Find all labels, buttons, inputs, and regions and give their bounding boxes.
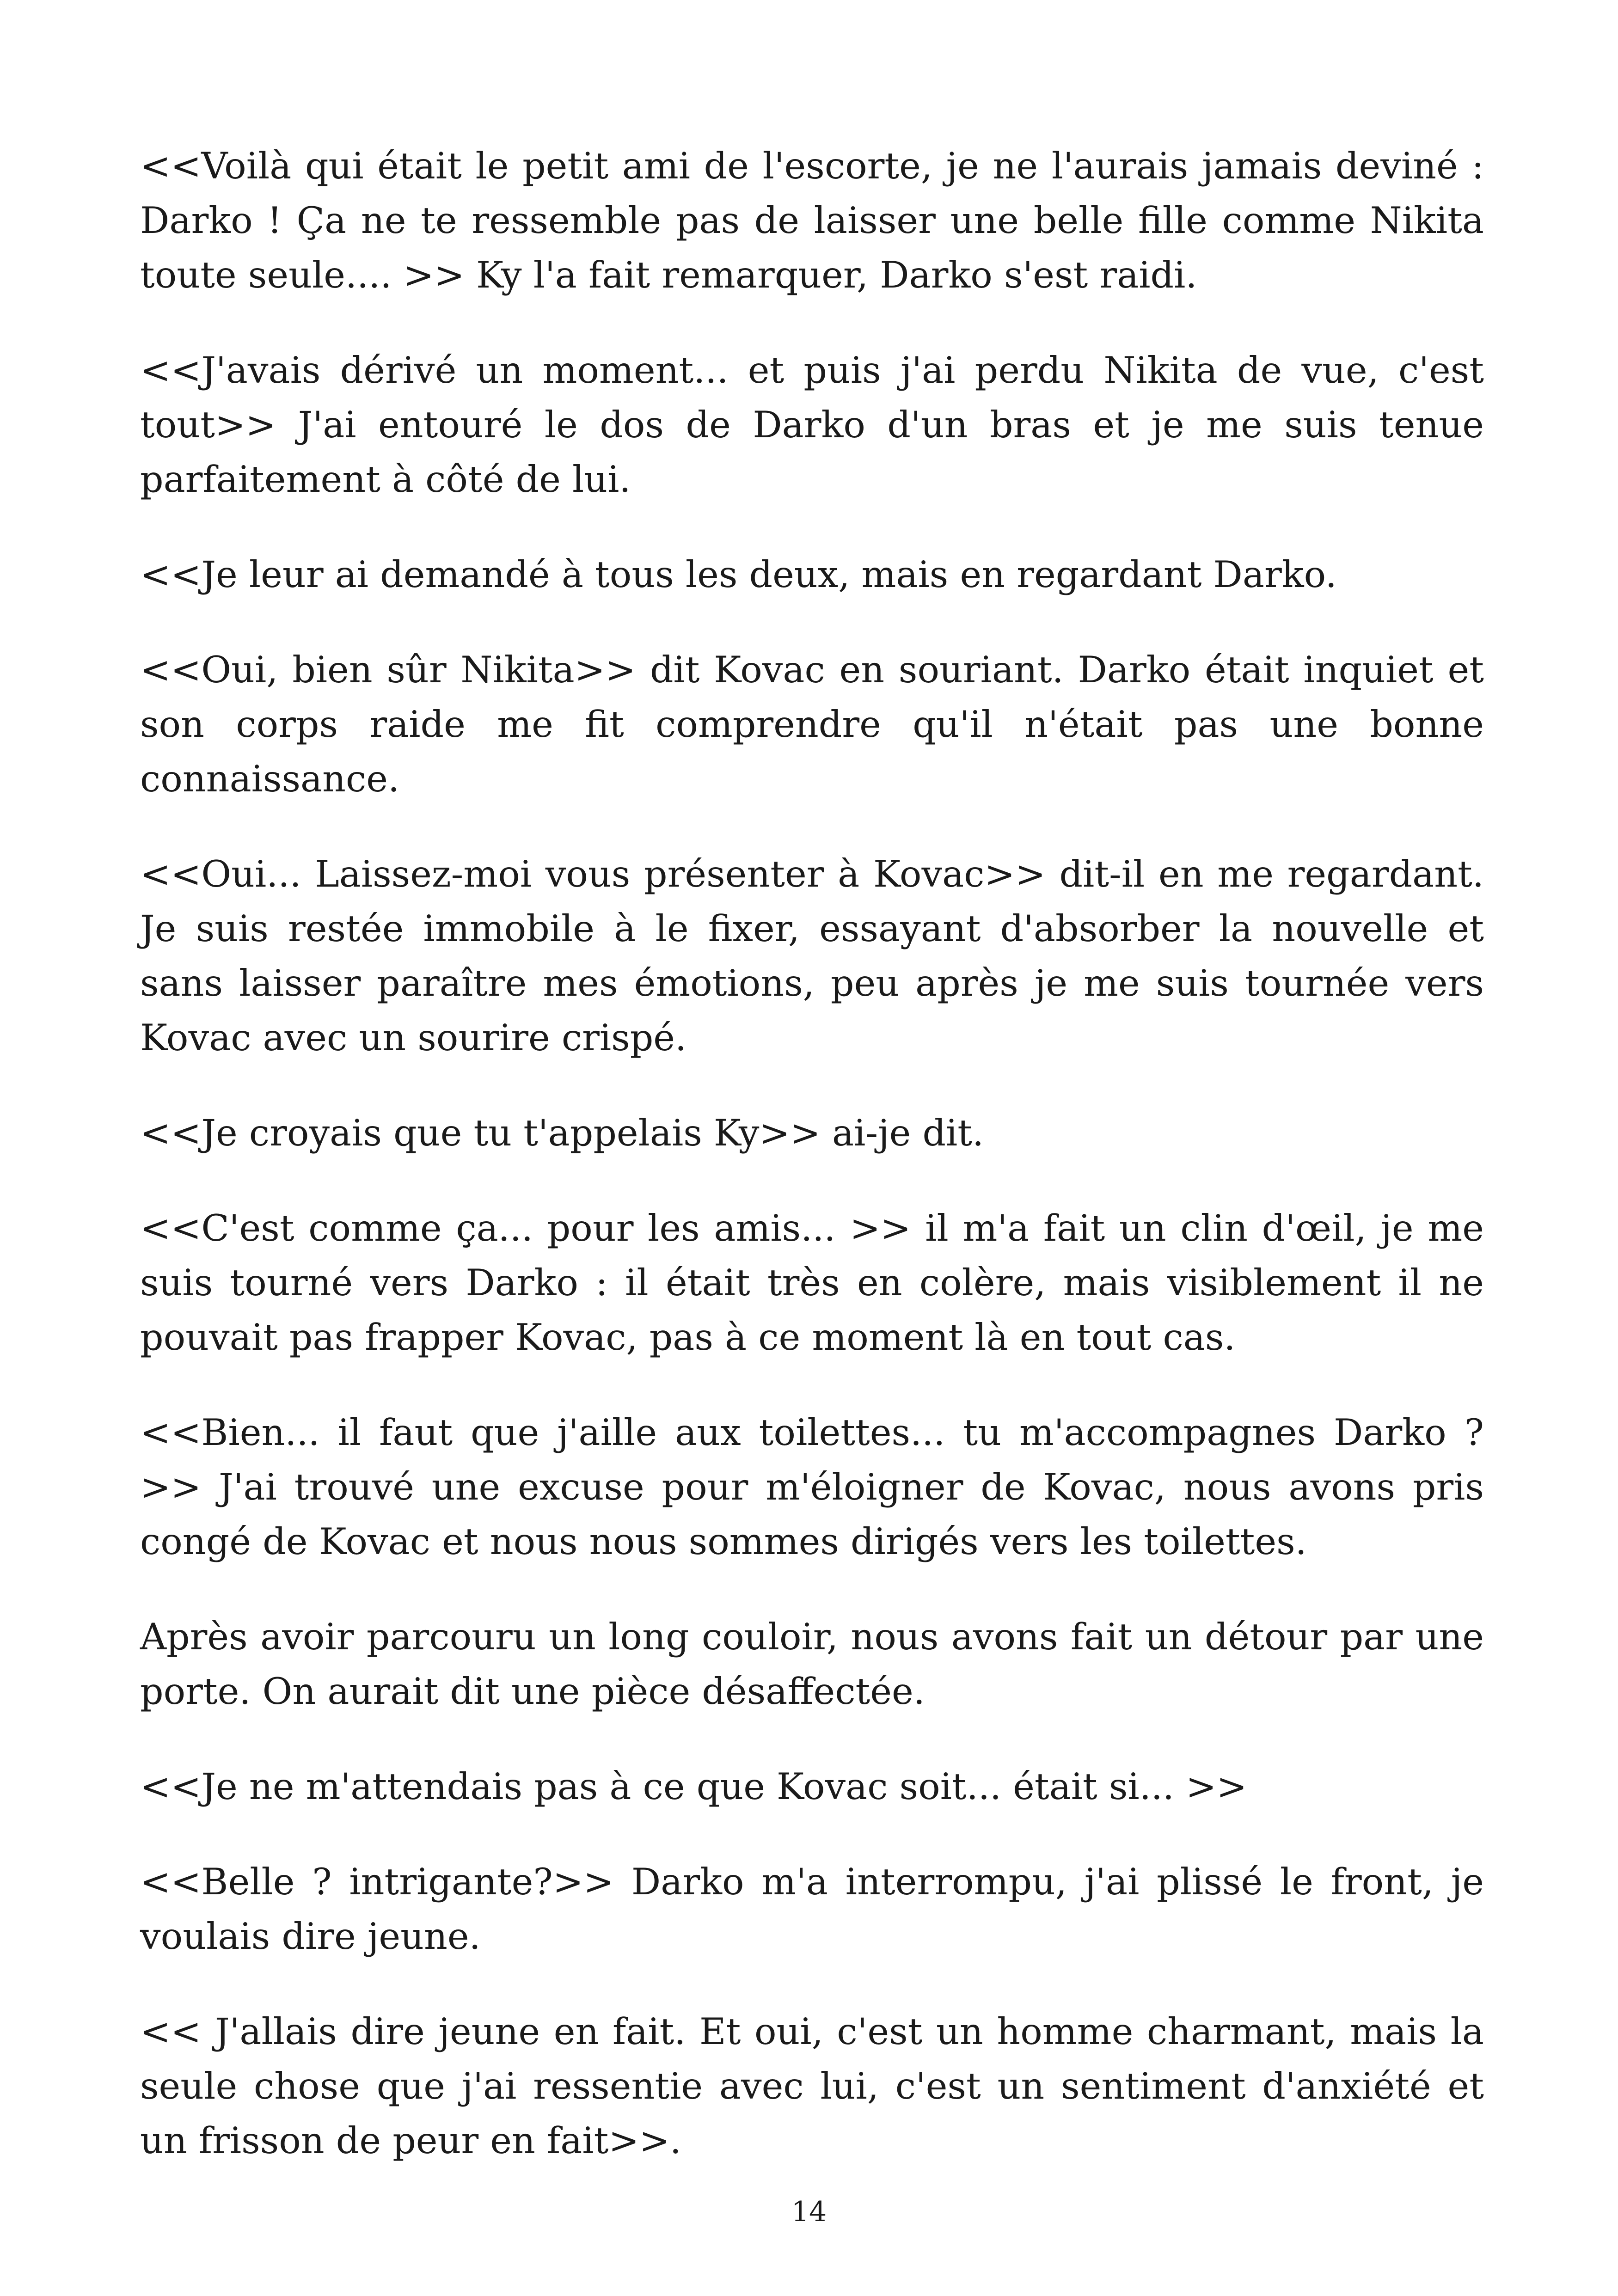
paragraph-3: <<Je leur ai demandé à tous les deux, mais en regardant Darko. xyxy=(140,553,1337,596)
page-number: 14 xyxy=(791,2196,827,2228)
paragraph-9: Après avoir parcouru un long couloir, nous avons fait un détour par une porte. On aurait dit une pièce désaffectée. xyxy=(140,1616,1484,1713)
paragraph-5: <<Oui... Laissez-moi vous présenter à Kovac>> dit-il en me regardant. Je suis restée immobile à le fixer, essayant d'absorber la nouvelle et sans laisser paraître mes émotions, peu après je me suis tournée vers Kovac avec un sourire crispé. xyxy=(140,853,1484,1059)
paragraph-10: <<Je ne m'attendais pas à ce que Kovac soit... était si... >> xyxy=(140,1765,1247,1808)
paragraph-1: <<Voilà qui était le petit ami de l'escorte, je ne l'aurais jamais deviné : Darko ! Ça ne te ressemble pas de laisser une belle fille comme Nikita toute seule.... >> Ky l'a fait remarquer, Darko s'est raidi. xyxy=(140,145,1484,296)
paragraph-7: <<C'est comme ça... pour les amis... >> il m'a fait un clin d'œil, je me suis tourné vers Darko : il était très en colère, mais visiblement il ne pouvait pas frapper Kovac, pas à ce moment là en tout cas. xyxy=(140,1207,1484,1359)
paragraph-2: <<J'avais dérivé un moment... et puis j'ai perdu Nikita de vue, c'est tout>> J'ai entouré le dos de Darko d'un bras et je me suis tenue parfaitement à côté de lui. xyxy=(140,349,1484,501)
paragraph-11: <<Belle ? intrigante?>> Darko m'a interrompu, j'ai plissé le front, je voulais dire jeune. xyxy=(140,1861,1484,1958)
paragraph-12: << J'allais dire jeune en fait. Et oui, c'est un homme charmant, mais la seule chose que j'ai ressentie avec lui, c'est un sentiment d'anxiété et un frisson de peur en fait>>. xyxy=(140,2010,1484,2162)
paragraph-6: <<Je croyais que tu t'appelais Ky>> ai-je dit. xyxy=(140,1112,984,1154)
paragraph-4: <<Oui, bien sûr Nikita>> dit Kovac en souriant. Darko était inquiet et son corps raide me fit comprendre qu'il n'était pas une bonne connaissance. xyxy=(140,649,1484,800)
paragraph-8: <<Bien... il faut que j'aille aux toilettes... tu m'accompagnes Darko ? >> J'ai trouvé une excuse pour m'éloigner de Kovac, nous avons pris congé de Kovac et nous nous sommes dirigés vers les toilettes. xyxy=(140,1411,1484,1563)
page-body xyxy=(140,139,1484,2209)
